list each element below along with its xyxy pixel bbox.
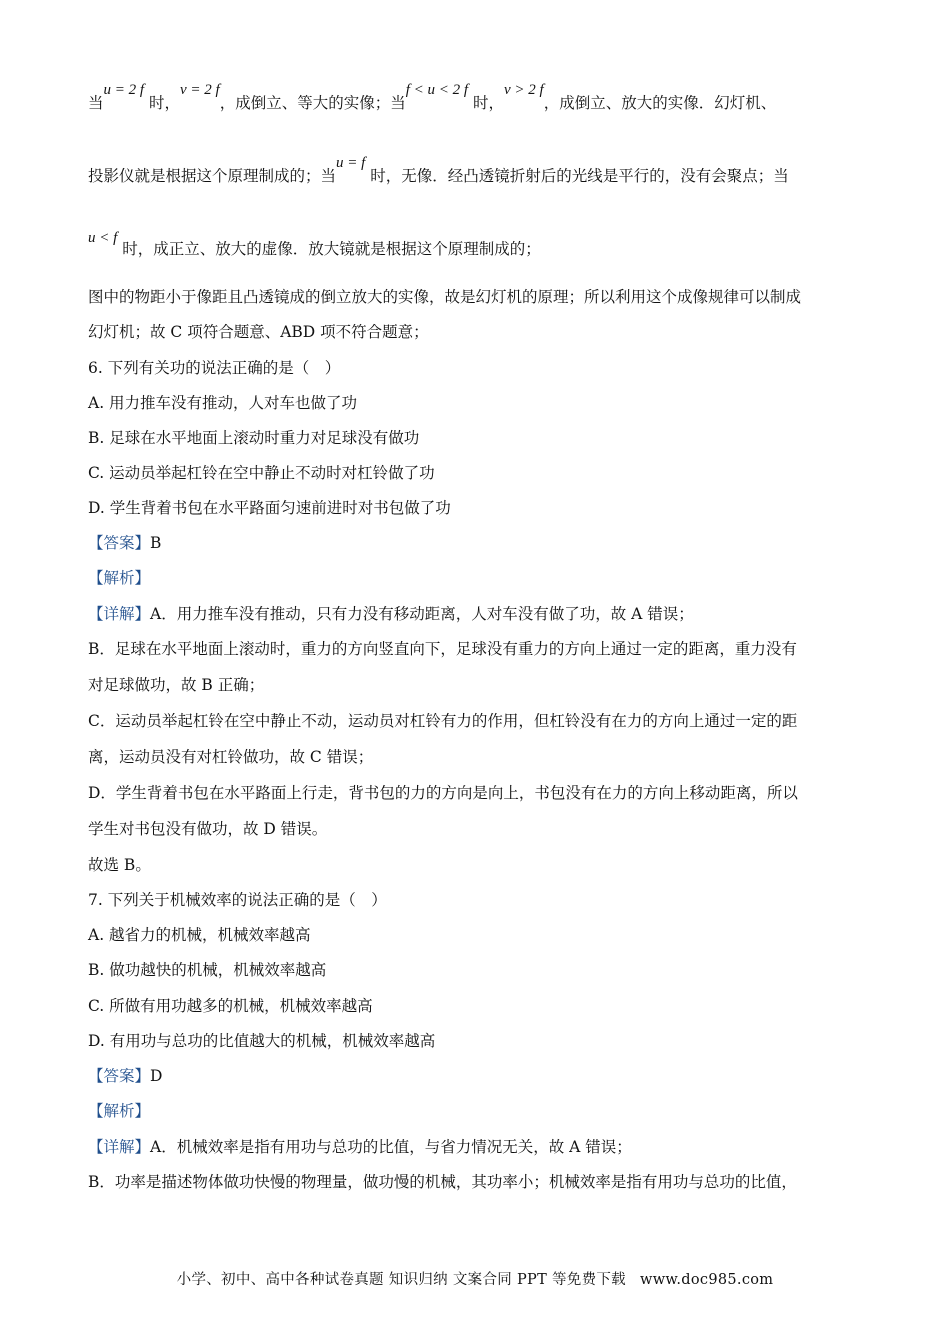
question-7-option-d: D. 有用功与总功的比值越大的机械，机械效率越高: [88, 1032, 436, 1050]
answer-tag: 【答案】: [88, 534, 151, 552]
math-u-lt-f: u < f: [88, 230, 118, 246]
page-footer: [0, 1268, 950, 1289]
question-6-detail-c2: 离，运动员没有对杠铃做功，故 C 错误；: [88, 748, 374, 766]
question-7-analysis: [88, 1100, 890, 1122]
question-6-stem: 6. 下列有关功的说法正确的是（ ）: [88, 359, 341, 377]
question-6-detail-a: [88, 603, 890, 625]
footer-url[interactable]: www.doc985.com: [639, 1272, 774, 1288]
footer-text: 小学、初中、高中各种试卷真题 知识归纳 文案合同 PPT 等免费下载: [176, 1272, 626, 1288]
text: 时，成正立、放大的虚像．放大镜就是根据这个原理制成的；: [117, 240, 541, 258]
text: 当: [88, 94, 104, 112]
question-7-answer: [88, 1065, 890, 1087]
answer-tag: 【答案】: [88, 1067, 151, 1085]
question-7-stem: 7. 下列关于机械效率的说法正确的是（ ）: [88, 891, 387, 909]
question-6-answer: [88, 532, 890, 554]
math-u-eq-f: u = f: [336, 155, 366, 171]
paragraph-line: 幻灯机；故 C 项符合题意、ABD 项不符合题意；: [88, 323, 429, 341]
question-7-option-b: B. 做功越快的机械，机械效率越高: [88, 961, 327, 979]
rule-line-3: [88, 230, 890, 261]
text: ，成倒立、放大的实像．幻灯机、: [543, 94, 777, 112]
text: 时，: [144, 94, 180, 112]
question-6-option-c: C. 运动员举起杠铃在空中静止不动时对杠铃做了功: [88, 464, 435, 482]
question-7-option-a: A. 越省力的机械，机械效率越高: [88, 926, 311, 944]
rule-line-2: [88, 155, 890, 188]
question-6-detail-d1: D．学生背着书包在水平路面上行走，背书包的力的方向是向上，书包没有在力的方向上移动距离，所以: [88, 784, 798, 802]
question-6-conclusion: 故选 B。: [88, 856, 151, 874]
text: 投影仪就是根据这个原理制成的；当: [88, 167, 337, 185]
question-6-analysis: [88, 567, 890, 589]
question-6-option-a: A. 用力推车没有推动，人对车也做了功: [88, 394, 358, 412]
answer-value: B: [150, 534, 162, 552]
answer-value: D: [150, 1067, 163, 1085]
question-7-option-c: C. 所做有用功越多的机械，机械效率越高: [88, 997, 373, 1015]
question-6-detail-d2: 学生对书包没有做功，故 D 错误。: [88, 820, 328, 838]
text: ，成倒立、等大的实像；当: [219, 94, 406, 112]
math-f-lt-u-lt-2f: f < u < 2 f: [405, 82, 469, 98]
question-6-detail-b1: B．足球在水平地面上滚动时，重力的方向竖直向下，足球没有重力的方向上通过一定的距离，重力没有: [88, 640, 797, 658]
question-6-detail-c1: C．运动员举起杠铃在空中静止不动，运动员对杠铃有力的作用，但杠铃没有在力的方向上通过一定的距: [88, 712, 798, 730]
math-v-gt-2f: v > 2 f: [504, 82, 544, 98]
question-6-option-b: B. 足球在水平地面上滚动时重力对足球没有做功: [88, 429, 420, 447]
analysis-tag: 【解析】: [88, 569, 151, 587]
detail-text: A．用力推车没有推动，只有力没有移动距离，人对车没有做了功，故 A 错误；: [150, 605, 694, 623]
paragraph-line: 图中的物距小于像距且凸透镜成的倒立放大的实像，故是幻灯机的原理；所以利用这个成像规律可以制成: [88, 288, 802, 306]
question-7-detail-b: B．功率是描述物体做功快慢的物理量，做功慢的机械，其功率小；机械效率是指有用功与总功的比值，: [88, 1173, 797, 1191]
math-u-eq-2f: u = 2 f: [103, 82, 145, 98]
question-6-detail-b2: 对足球做功，故 B 正确；: [88, 676, 265, 694]
question-7-detail-a: [88, 1136, 890, 1158]
rule-line-1: [88, 82, 890, 115]
text: 时，: [468, 94, 504, 112]
text: 时，无像．经凸透镜折射后的光线是平行的，没有会聚点；当: [365, 167, 789, 185]
analysis-tag: 【解析】: [88, 1102, 151, 1120]
math-v-eq-2f: v = 2 f: [180, 82, 220, 98]
detail-text: A．机械效率是指有用功与总功的比值，与省力情况无关，故 A 错误；: [150, 1138, 632, 1156]
detail-tag: 【详解】: [88, 1138, 151, 1156]
question-6-option-d: D. 学生背着书包在水平路面匀速前进时对书包做了功: [88, 499, 451, 517]
detail-tag: 【详解】: [88, 605, 151, 623]
